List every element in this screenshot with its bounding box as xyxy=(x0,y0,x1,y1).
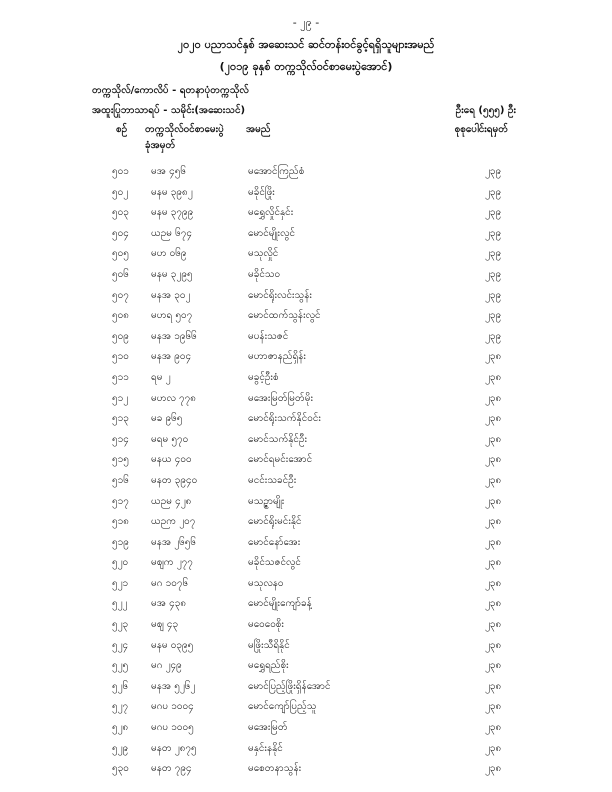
row-number: ၅၃၀ xyxy=(112,763,129,775)
student-name: မငင်းသခင်ဦး xyxy=(248,474,297,486)
total-count: ဦးရေ (၅၅၅) ဦး xyxy=(455,105,516,116)
page-number: - ၂၉ - xyxy=(292,16,320,29)
table-row xyxy=(0,473,612,494)
total-score: ၂၃၈ xyxy=(485,392,502,404)
roll-number: မနမ ၃၇၉၉ xyxy=(151,207,194,219)
roll-number: မဂပ ၁၀၀၅ xyxy=(151,722,194,734)
total-score: ၂၃၉ xyxy=(485,248,502,260)
roll-number: မနမ ၃၉၈၂ xyxy=(151,186,193,198)
total-score: ၂၃၈ xyxy=(485,680,502,692)
row-number: ၅၀၇ xyxy=(112,289,129,301)
row-number: ၅၂၇ xyxy=(112,701,129,713)
row-number: ၅၀၆ xyxy=(112,268,129,280)
table-row xyxy=(0,205,612,226)
student-name: မနှင်းနနိုင် xyxy=(248,742,283,754)
student-name: မအေးမြတ်မြတ်မိုး xyxy=(248,392,313,404)
row-number: ၅၀၅ xyxy=(112,248,129,260)
student-name: မစေတနာသွန်း xyxy=(248,763,302,775)
total-score: ၂၃၈ xyxy=(485,557,502,569)
row-number: ၅၁၇ xyxy=(112,495,129,507)
student-name: မောင်ကျော်ပြည့်သူ xyxy=(248,701,317,713)
column-header-exam: တက္ကသိုလ်ဝင်စာမေးပွဲ xyxy=(145,124,224,135)
table-row xyxy=(0,514,612,535)
total-score: ၂၃၈ xyxy=(485,351,502,363)
row-number: ၅၀၁ xyxy=(112,166,129,177)
roll-number: မဟ ၀၆၉ xyxy=(151,248,187,260)
total-score: ၂၃၈ xyxy=(485,577,502,589)
table-row xyxy=(0,391,612,412)
table-row xyxy=(0,308,612,329)
student-name: မောင်နော်အေး xyxy=(248,536,301,548)
student-name: မပန်းသဇင် xyxy=(248,330,289,342)
roll-number: မနမ ၃၂၉၅ xyxy=(151,268,193,280)
roll-number: မနအ ၃၀၂ xyxy=(151,289,191,301)
student-name: မသုလနဝ xyxy=(248,577,284,589)
total-score: ၂၃၉ xyxy=(485,186,502,198)
table-row xyxy=(0,432,612,453)
total-score: ၂၃၈ xyxy=(485,660,502,672)
table-row xyxy=(0,494,612,515)
row-number: ၅၀၄ xyxy=(112,227,129,239)
total-score: ၂၃၉ xyxy=(485,330,502,342)
row-number: ၅၁၄ xyxy=(112,433,129,445)
row-number: ၅၁၃ xyxy=(112,413,129,425)
row-number: ၅၂၆ xyxy=(112,680,129,692)
table-row xyxy=(0,741,612,762)
student-name: မောင်ရိုးလင်းသွန်း xyxy=(248,289,312,301)
roll-number: ယဉမ ၆၇၄ xyxy=(151,227,193,239)
total-score: ၂၃၉ xyxy=(485,166,502,177)
roll-number: မရမ ၅၇၀ xyxy=(151,433,189,445)
total-score: ၂၃၈ xyxy=(485,495,502,507)
student-name: မခိုင်ဖြိုး xyxy=(248,186,275,198)
table-row xyxy=(0,535,612,556)
roll-number: မဈက ၂၇၇ xyxy=(151,557,193,569)
total-score: ၂၃၈ xyxy=(485,742,502,754)
roll-number: မအ ၄၃၈ xyxy=(151,598,187,610)
row-number: ၅၁၅ xyxy=(112,454,129,466)
column-header-score: စုစုပေါင်းရမှတ် xyxy=(454,124,508,135)
table-row xyxy=(0,761,612,782)
row-number: ၅၀၃ xyxy=(112,207,129,219)
roll-number: မဟလ ၇၇၈ xyxy=(151,392,197,404)
roll-number: မနအ ၉၀၄ xyxy=(151,351,192,363)
major-subject-line: အထူးပြုဘာသာရပ် - သမိုင်း(အဆေးသင်) xyxy=(92,105,246,116)
column-header-roll-no: ခုံအမှတ် xyxy=(145,140,176,151)
table-row xyxy=(0,411,612,432)
total-score: ၂၃၉ xyxy=(485,289,502,301)
total-score: ၂၃၈ xyxy=(485,474,502,486)
table-row xyxy=(0,164,612,185)
row-number: ၅၂၈ xyxy=(112,722,129,734)
table-row xyxy=(0,349,612,370)
table-row xyxy=(0,246,612,267)
total-score: ၂၃၉ xyxy=(485,227,502,239)
total-score: ၂၃၈ xyxy=(485,619,502,631)
table-row xyxy=(0,370,612,391)
row-number: ၅၁၁ xyxy=(112,371,129,383)
total-score: ၂၃၈ xyxy=(485,536,502,548)
row-number: ၅၂၅ xyxy=(112,660,129,672)
row-number: ၅၂၂ xyxy=(112,598,128,610)
table-row xyxy=(0,638,612,659)
student-name: မောင်မျိုးကျော်ခန့် xyxy=(248,598,312,610)
row-number: ၅၂၁ xyxy=(112,577,129,589)
table-row xyxy=(0,185,612,206)
roll-number: ရမ ၂ xyxy=(151,371,171,383)
student-name: မောင်ပြည့်ဖြိုးရှိန်အောင် xyxy=(248,680,331,692)
row-number: ၅၂၃ xyxy=(112,619,129,631)
total-score: ၂၃၈ xyxy=(485,639,502,651)
total-score: ၂၃၈ xyxy=(485,763,502,775)
roll-number: မခ ၉၆၅ xyxy=(151,413,183,425)
student-name: မောင်သက်နိုင်ဦး xyxy=(248,433,308,445)
roll-number: မဂ ၂၄၉ xyxy=(151,660,182,672)
row-number: ၅၂၄ xyxy=(112,639,129,651)
student-name: မရွှေရည်စိုး xyxy=(248,660,289,672)
document-subtitle: (၂၀၁၉ ခုနှစ် တက္ကသိုလ်ဝင်စာမေးပွဲအောင်) xyxy=(219,60,393,73)
row-number: ၅၁၀ xyxy=(112,351,129,363)
roll-number: မနအ ၁၉၆၆ xyxy=(151,330,197,342)
total-score: ၂၃၈ xyxy=(485,454,502,466)
student-name: မသုလှိုင် xyxy=(248,248,279,260)
roll-number: ယဉက ၂၀၇ xyxy=(151,516,196,528)
row-number: ၅၂၀ xyxy=(112,557,129,569)
roll-number: မနတ ၂၈၇၅ xyxy=(151,742,197,754)
total-score: ၂၃၉ xyxy=(485,310,502,322)
table-row xyxy=(0,555,612,576)
roll-number: မဟရ ၅၀၇ xyxy=(151,310,193,322)
roll-number: မနယ ၄၀၀ xyxy=(151,454,192,466)
student-name: မအောင်ကြည်စံ xyxy=(248,166,305,177)
roll-number: ယဉမ ၄၂၈ xyxy=(151,495,192,507)
row-number: ၅၁၆ xyxy=(112,474,129,486)
table-row xyxy=(0,596,612,617)
total-score: ၂၃၈ xyxy=(485,371,502,383)
table-row xyxy=(0,617,612,638)
total-score: ၂၃၉ xyxy=(485,268,502,280)
student-name: မဟာဇာနည်ရှိန်း xyxy=(248,351,306,363)
student-name: မောင်ရိုးသက်နိုင်ဝင်း xyxy=(248,413,321,425)
table-row xyxy=(0,658,612,679)
row-number: ၅၀၉ xyxy=(112,330,129,342)
student-name: မခိုင်သဇင်လွင် xyxy=(248,557,301,569)
total-score: ၂၃၈ xyxy=(485,433,502,445)
student-name: မသဉ္ဇာမျိုး xyxy=(248,495,285,507)
student-name: မရွှေလှိုင်နှင်း xyxy=(248,207,294,219)
roll-number: မအ ၄၅၆ xyxy=(151,166,186,177)
student-name: မောင်ရိုးမင်းနိုင် xyxy=(248,516,302,528)
student-name: မောင်ထက်သွန်းလွင် xyxy=(248,310,321,322)
row-number: ၅၁၂ xyxy=(112,392,129,404)
row-number: ၅၁၉ xyxy=(112,536,129,548)
student-name: မဖြိုးသီရိနိုင် xyxy=(248,639,290,651)
student-name: မခွင့်ဦးစံ xyxy=(248,371,279,383)
column-header-no: စဉ် xyxy=(116,124,128,135)
total-score: ၂၃၈ xyxy=(485,701,502,713)
student-name: မအေးမြတ် xyxy=(248,722,288,734)
total-score: ၂၃၈ xyxy=(485,516,502,528)
table-row xyxy=(0,288,612,309)
roll-number: မနတ ၇၉၄ xyxy=(151,763,192,775)
table-row xyxy=(0,329,612,350)
student-name: မဝေဝေစိုး xyxy=(248,619,284,631)
student-name: မခိုင်သဝ xyxy=(248,268,281,280)
total-score: ၂၃၉ xyxy=(485,207,502,219)
student-name: မောင်မျိုးလွင် xyxy=(248,227,295,239)
roll-number: မနအ ၅၂၆၂ xyxy=(151,680,196,692)
student-list xyxy=(0,164,612,782)
total-score: ၂၃၈ xyxy=(485,722,502,734)
roll-number: မနအ ၂၆၅၆ xyxy=(151,536,197,548)
table-row xyxy=(0,226,612,247)
table-row xyxy=(0,576,612,597)
table-row xyxy=(0,267,612,288)
roll-number: မနတ ၃၉၄၀ xyxy=(151,474,198,486)
table-row xyxy=(0,452,612,473)
roll-number: မဂပ ၁၀၀၄ xyxy=(151,701,194,713)
university-line: တက္ကသိုလ်/ကောလိပ် - ရတနာပုံတက္ကသိုလ် xyxy=(92,85,249,96)
row-number: ၅၂၉ xyxy=(112,742,129,754)
student-name: မောင်ရမင်းအောင် xyxy=(248,454,313,466)
row-number: ၅၁၈ xyxy=(112,516,129,528)
column-header-name: အမည် xyxy=(246,124,271,135)
roll-number: မဈ ၄၃ xyxy=(151,619,179,631)
roll-number: မဂ ၁၀၇၆ xyxy=(151,577,189,589)
row-number: ၅၀၂ xyxy=(112,186,129,198)
total-score: ၂၃၈ xyxy=(485,413,502,425)
total-score: ၂၃၈ xyxy=(485,598,502,610)
row-number: ၅၀၈ xyxy=(112,310,129,322)
table-row xyxy=(0,699,612,720)
document-title: ၂၀၂၀ ပညာသင်နှစ် အဆေးသင် ဆင်တန်းဝင်ခွင့်ရရှိသူများအမည် xyxy=(177,38,435,51)
table-row xyxy=(0,679,612,700)
table-row xyxy=(0,720,612,741)
roll-number: မနမ ၀၃၉၅ xyxy=(151,639,194,651)
